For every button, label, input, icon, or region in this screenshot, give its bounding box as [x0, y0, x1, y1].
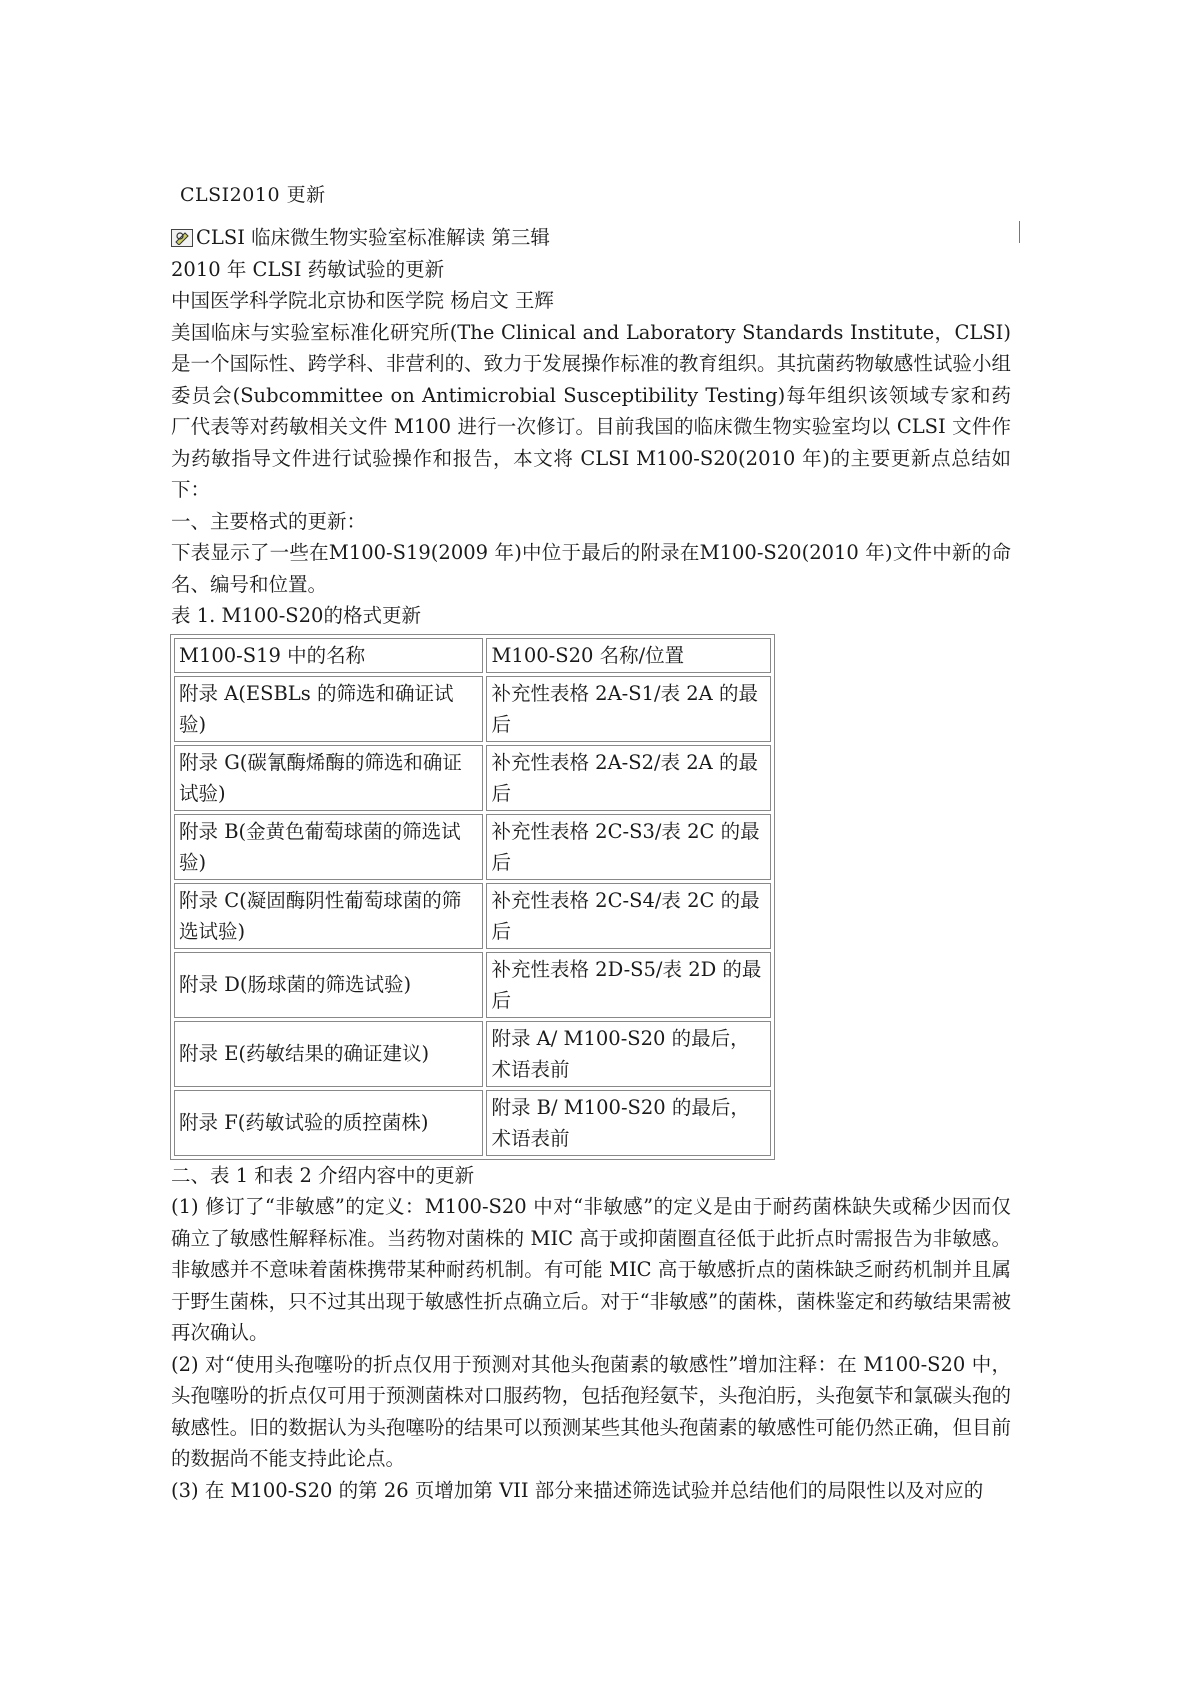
margin-divider — [1019, 221, 1020, 243]
format-update-table — [170, 634, 775, 1160]
section2-item: (2) 对“使用头孢噻吩的折点仅用于预测对其他头孢菌素的敏感性”增加注释：在 M100-S20 中，头孢噻吩的折点仅可用于预测菌株对口服药物，包括孢羟氨苄，头孢泊肟，头孢氨苄和氯碳头孢的敏感性。旧的数据认为头孢噻吩的结果可以预测某些其他头孢菌素的敏感性可能仍然正确，但目前的数据尚不能支持此论点。 — [171, 1352, 1011, 1470]
table-cell: 附录 E(药敏结果的确证建议) — [174, 1021, 483, 1087]
article-authors: 中国医学科学院北京协和医学院 杨启文 王辉 — [171, 289, 554, 312]
section1-heading: 一、主要格式的更新： — [171, 509, 367, 533]
table-cell: 补充性表格 2A-S2/表 2A 的最后 — [486, 745, 771, 811]
pencil-icon — [171, 229, 193, 247]
section2-heading: 二、表 1 和表 2 介绍内容中的更新 — [171, 1163, 475, 1187]
table-caption: 表 1. M100-S20的格式更新 — [171, 604, 421, 627]
article-title: 2010 年 CLSI 药敏试验的更新 — [171, 257, 445, 281]
document-body — [171, 222, 1011, 1506]
document-title: CLSI2010 更新 — [180, 184, 326, 206]
intro-paragraph: 美国临床与实验室标准化研究所(The Clinical and Laboratory Standards Institute，CLSI)是一个国际性、跨学科、非营利的、致力于发展操作标准的教育组织。其抗菌药物敏感性试验小组委员会(Subcommittee on Antimicrobial Susceptibility Testing)每年组织该领域专家和药厂代表等对药敏相关文件 M100 进行一次修订。目前我国的临床微生物实验室均以 CLSI 文件作为药敏指导文件进行试验操作和报告，本文将 CLSI M100-S20(2010 年)的主要更新点总结如下： — [171, 320, 1011, 501]
table-row — [174, 952, 771, 1018]
section2-item: (3) 在 M100-S20 的第 26 页增加第 VII 部分来描述筛选试验并总结他们的局限性以及对应的 — [171, 1478, 984, 1502]
table-header-row — [174, 638, 771, 673]
table-cell: 附录 D(肠球菌的筛选试验) — [174, 952, 483, 1018]
table-cell: 补充性表格 2C-S3/表 2C 的最后 — [486, 814, 771, 880]
table-row — [174, 1090, 771, 1156]
table-cell: 补充性表格 2C-S4/表 2C 的最后 — [486, 883, 771, 949]
section2-item: (1) 修订了“非敏感”的定义：M100-S20 中对“非敏感”的定义是由于耐药菌株缺失或稀少因而仅确立了敏感性解释标准。当药物对菌株的 MIC 高于或抑菌圈直径低于此折点时需报告为非敏感。非敏感并不意味着菌株携带某种耐药机制。有可能 MIC 高于敏感折点的菌株缺乏耐药机制并且属于野生菌株，只不过其出现于敏感性折点确立后。对于“非敏感”的菌株，菌株鉴定和药敏结果需被再次确认。 — [171, 1195, 1011, 1344]
table-row — [174, 745, 771, 811]
table-cell: 附录 B(金黄色葡萄球菌的筛选试验) — [174, 814, 483, 880]
table-cell: 附录 B/ M100-S20 的最后，术语表前 — [486, 1090, 771, 1156]
table-cell: 附录 A/ M100-S20 的最后，术语表前 — [486, 1021, 771, 1087]
table-header-cell: M100-S20 名称/位置 — [486, 638, 771, 673]
table-cell: 补充性表格 2D-S5/表 2D 的最后 — [486, 952, 771, 1018]
table-cell: 附录 A(ESBLs 的筛选和确证试验) — [174, 676, 483, 742]
table-row — [174, 1021, 771, 1087]
table-row — [174, 814, 771, 880]
table-cell: 附录 F(药敏试验的质控菌株) — [174, 1090, 483, 1156]
table-cell: 附录 C(凝固酶阴性葡萄球菌的筛选试验) — [174, 883, 483, 949]
series-title-line — [171, 222, 1011, 254]
table-cell: 附录 G(碳氰酶烯酶的筛选和确证试验) — [174, 745, 483, 811]
series-title: CLSI 临床微生物实验室标准解读 第三辑 — [196, 226, 550, 249]
section1-text: 下表显示了一些在M100-S19(2009 年)中位于最后的附录在M100-S20(2010 年)文件中新的命名、编号和位置。 — [171, 541, 1011, 596]
table-row — [174, 676, 771, 742]
table-cell: 补充性表格 2A-S1/表 2A 的最后 — [486, 676, 771, 742]
table-row — [174, 883, 771, 949]
table-header-cell: M100-S19 中的名称 — [174, 638, 483, 673]
